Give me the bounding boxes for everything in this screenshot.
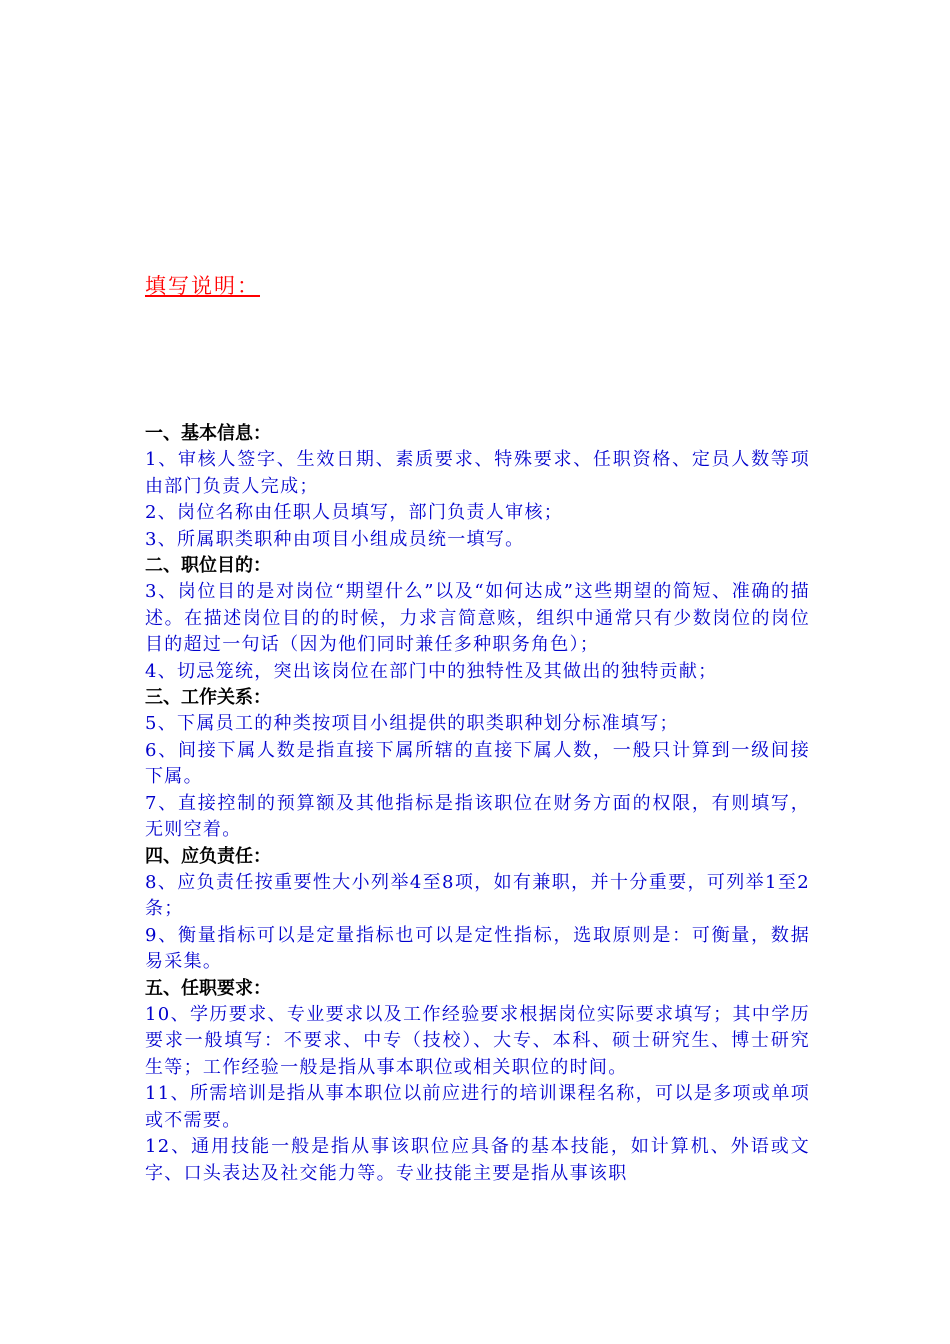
- section-heading: 四、应负责任：: [145, 845, 271, 867]
- section-position-purpose: [145, 553, 810, 685]
- section-responsibilities: [145, 844, 810, 976]
- section-qualifications: [145, 976, 810, 1188]
- page-title: [145, 270, 277, 300]
- instruction-item: 9、衡量指标可以是定量指标也可以是定性指标，选取原则是：可衡量，数据易采集。: [145, 924, 810, 972]
- section-heading: 三、工作关系：: [145, 687, 271, 708]
- instruction-item: 1、审核人签字、生效日期、素质要求、特殊要求、任职资格、定员人数等项由部门负责人完成；: [145, 449, 810, 497]
- section-heading: 五、任职要求：: [145, 977, 271, 999]
- instruction-item: 8、应负责任按重要性大小列举4至8项，如有兼职，并十分重要，可列举1至2条；: [145, 871, 810, 919]
- section-heading: 二、职位目的：: [145, 555, 271, 576]
- instruction-item: 3、所属职类职种由项目小组成员统一填写。: [145, 528, 525, 550]
- section-heading: 一、基本信息：: [145, 423, 271, 444]
- instruction-item: 5、下属员工的种类按项目小组提供的职类职种划分标准填写；: [145, 713, 679, 734]
- instruction-item: 12、通用技能一般是指从事该职位应具备的基本技能，如计算机、外语或文字、口头表达及社交能力等。专业技能主要是指从事该职: [145, 1136, 810, 1184]
- instruction-item: 11、所需培训是指从事本职位以前应进行的培训课程名称，可以是多项或单项或不需要。: [145, 1083, 810, 1131]
- instruction-item: 3、岗位目的是对岗位“期望什么”以及“如何达成”这些期望的简短、准确的描述。在描述岗位目的的时候，力求言简意赅，组织中通常只有少数岗位的岗位目的超过一句话（因为他们同时兼任多种职务角色）；: [145, 581, 810, 655]
- instructions-body: [145, 421, 810, 1187]
- section-work-relations: [145, 685, 810, 844]
- instruction-item: 7、直接控制的预算额及其他指标是指该职位在财务方面的权限，有则填写，无则空着。: [145, 792, 810, 840]
- instruction-item: 4、切忌笼统，突出该岗位在部门中的独特性及其做出的独特贡献；: [145, 660, 718, 682]
- instruction-item: 10、学历要求、专业要求以及工作经验要求根据岗位实际要求填写；其中学历要求一般填写：不要求、中专（技校）、大专、本科、硕士研究生、博士研究生等；工作经验一般是指从事本职位或相关职位的时间。: [145, 1003, 810, 1078]
- section-basic-info: [145, 421, 810, 553]
- page-title-text: 填写说明：: [145, 274, 260, 298]
- instruction-item: 2、岗位名称由任职人员填写，部门负责人审核；: [145, 502, 564, 523]
- instruction-item: 6、间接下属人数是指直接下属所辖的直接下属人数，一般只计算到一级间接下属。: [145, 739, 810, 787]
